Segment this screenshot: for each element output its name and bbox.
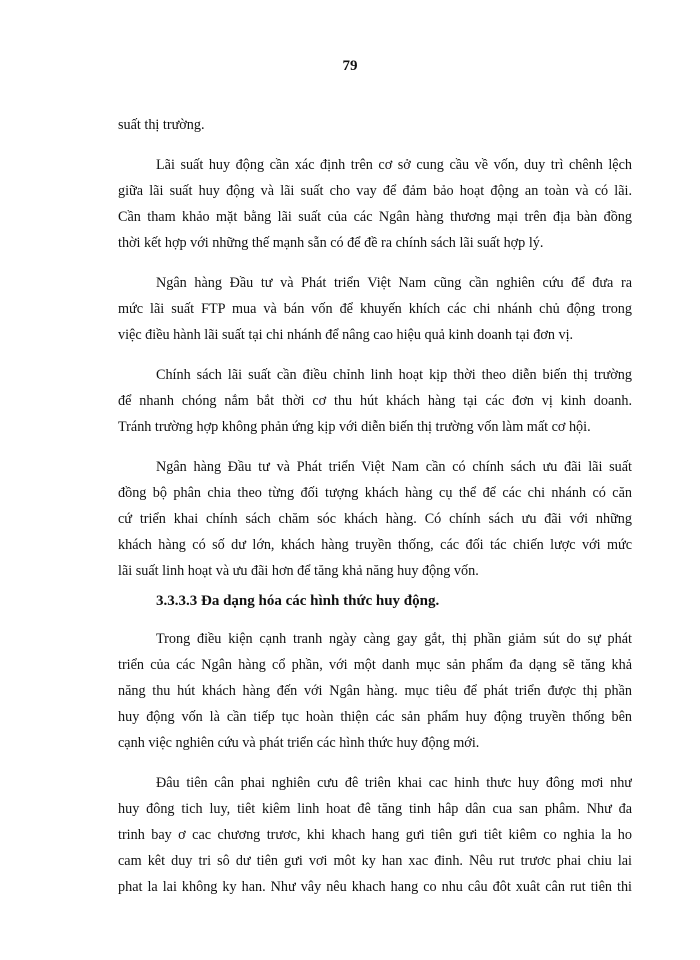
paragraph: [118, 362, 632, 440]
paragraph: [118, 152, 632, 256]
text-line: Đâu tiên cân phai nghiên cưu đê triên khai cac hinh thưc huy đông mơi như: [156, 775, 632, 791]
text-line: cam kêt duy tri sô dư tiên gưi vơi môt ky han xac đinh. Nêu rut trươc phai chiu lai: [118, 853, 632, 869]
text-line: Trong điều kiện cạnh tranh ngày càng gay gắt, thị phần giảm sút do sự phát: [156, 631, 632, 647]
paragraph: [118, 626, 632, 756]
text-line: suất thị trường.: [118, 117, 205, 133]
text-line: Ngân hàng Đầu tư và Phát triển Việt Nam cũng cần nghiên cứu để đưa ra: [156, 275, 632, 291]
section-heading: 3.3.3.3 Đa dạng hóa các hình thức huy động.: [156, 593, 440, 609]
text-line: để nhanh chóng nắm bắt thời cơ thu hút khách hàng tại các đơn vị kinh doanh.: [118, 393, 632, 409]
text-line: giữa lãi suất huy động và lãi suất cho vay để đảm bảo hoạt động an toàn và có lãi.: [118, 183, 632, 199]
text-line: trinh bay ơ cac chương trươc, khi khach hang gưi tiên gưi tiêt kiêm co nghia la ho: [118, 827, 632, 843]
text-line: Lãi suất huy động cần xác định trên cơ sở cung cầu về vốn, duy trì chênh lệch: [156, 157, 632, 173]
text-line: đồng bộ phân chia theo từng đối tượng khách hàng cụ thể để các chi nhánh có căn: [118, 485, 632, 501]
text-line: phat la lai không ky han. Như vây nêu khach hang co nhu câu đôt xuât cân rut tiên thi: [118, 879, 632, 895]
text-line: Cần tham khảo mặt bằng lãi suất của các Ngân hàng thương mại trên địa bàn đồng: [118, 209, 632, 225]
page-number: 79: [342, 58, 358, 74]
text-line: thời kết hợp với những thế mạnh sẵn có để đề ra chính sách lãi suất hợp lý.: [118, 235, 544, 251]
text-line: Ngân hàng Đầu tư và Phát triển Việt Nam cần có chính sách ưu đãi lãi suất: [156, 459, 632, 475]
text-line: mức lãi suất FTP mua và bán vốn để khuyến khích các chi nhánh chủ động trong: [118, 301, 632, 317]
document-body: [118, 112, 632, 900]
paragraph: [118, 454, 632, 584]
text-line: triển của các Ngân hàng cổ phần, với một danh mục sản phẩm đa dạng sẽ tăng khả: [118, 657, 632, 673]
text-line: lãi suất linh hoạt và ưu đãi hơn để tăng khả năng huy động vốn.: [118, 563, 479, 579]
paragraph: [118, 770, 632, 900]
text-line: cạnh việc nghiên cứu và phát triển các hình thức huy động mới.: [118, 735, 480, 751]
paragraph: [118, 270, 632, 348]
text-line: Tránh trường hợp không phản ứng kịp với diễn biến thị trường vốn làm mất cơ hội.: [118, 419, 591, 435]
text-line: khách hàng có số dư lớn, khách hàng truyền thống, các đối tác chiến lược với mức: [118, 537, 632, 553]
text-line: huy động vốn là cần tiếp tục hoàn thiện các sản phẩm huy động truyền thống bên: [118, 709, 632, 725]
text-line: việc điều hành lãi suất tại chi nhánh để nâng cao hiệu quả kinh doanh tại đơn vị.: [118, 327, 574, 343]
text-line: năng thu hút khách hàng đến với Ngân hàng. mục tiêu để phát triển được thị phần: [118, 683, 632, 699]
text-line: huy đông tich luy, tiêt kiêm linh hoat đê tăng tinh hâp dân cua san phâm. Như đa: [118, 801, 632, 817]
text-line: Chính sách lãi suất cần điều chỉnh linh hoạt kịp thời theo diễn biến thị trường: [156, 367, 632, 383]
text-line: cứ triển khai chính sách chăm sóc khách hàng. Có chính sách ưu đãi với những: [118, 511, 632, 527]
